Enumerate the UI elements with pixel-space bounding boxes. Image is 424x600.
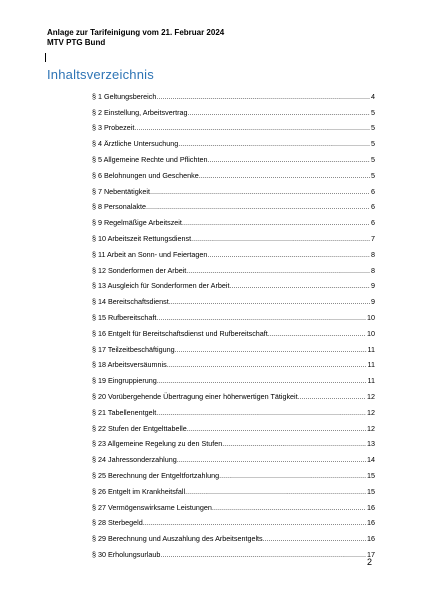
toc-dot-leader <box>157 376 367 385</box>
toc-entry[interactable] <box>92 512 375 528</box>
toc-dot-leader <box>182 218 370 227</box>
toc-entry-label: § 24 Jahressonderzahlung <box>92 455 177 465</box>
toc-dot-leader <box>177 455 366 464</box>
toc-entry-page: 12 <box>367 391 375 401</box>
toc-entry-label: § 18 Arbeitsversäumnis <box>92 360 167 370</box>
toc-entry-label: § 14 Bereitschaftsdienst <box>92 297 169 307</box>
toc-dot-leader <box>207 155 370 164</box>
toc-entry[interactable] <box>92 417 375 433</box>
toc-dot-leader <box>146 202 370 211</box>
toc-dot-leader <box>156 92 370 101</box>
toc-dot-leader <box>219 471 366 480</box>
document-header <box>47 28 224 48</box>
toc-entry-label: § 26 Entgelt im Krankheitsfall <box>92 486 186 496</box>
toc-entry-label: § 21 Tabellenentgelt <box>92 407 157 417</box>
toc-entry[interactable] <box>92 496 375 512</box>
toc-entry-page: 12 <box>367 407 375 417</box>
toc-entry[interactable] <box>92 259 375 275</box>
toc-entry-label: § 30 Erholungsurlaub <box>92 549 161 559</box>
toc-entry-page: 16 <box>367 502 375 512</box>
toc-entry-page: 5 <box>371 139 375 149</box>
toc-entry[interactable] <box>92 433 375 449</box>
toc-entry-label: § 23 Allgemeine Regelung zu den Stufen <box>92 439 223 449</box>
toc-dot-leader <box>175 345 367 354</box>
toc-entry-label: § 15 Rufbereitschaft <box>92 312 157 322</box>
toc-entry[interactable] <box>92 448 375 464</box>
toc-entry-label: § 9 Regelmäßige Arbeitszeit <box>92 218 182 228</box>
toc-entry-label: § 11 Arbeit an Sonn- und Feiertagen <box>92 249 208 259</box>
text-cursor <box>45 53 46 62</box>
toc-entry-page: 8 <box>371 265 375 275</box>
toc-dot-leader <box>268 329 366 338</box>
toc-entry-label: § 13 Ausgleich für Sonderformen der Arbeit <box>92 281 230 291</box>
toc-entry-page: 6 <box>371 202 375 212</box>
toc-dot-leader <box>156 408 366 417</box>
toc-dot-leader <box>263 534 366 543</box>
toc-list <box>92 85 375 559</box>
toc-entry-page: 6 <box>371 186 375 196</box>
toc-entry[interactable] <box>92 85 375 101</box>
toc-entry[interactable] <box>92 322 375 338</box>
toc-entry-label: § 6 Belohnungen und Geschenke <box>92 170 199 180</box>
toc-entry-page: 13 <box>367 439 375 449</box>
toc-entry-label: § 29 Berechnung und Auszahlung des Arbeitsentgelts <box>92 534 263 544</box>
toc-entry[interactable] <box>92 101 375 117</box>
toc-entry-page: 12 <box>367 423 375 433</box>
toc-entry[interactable] <box>92 148 375 164</box>
toc-dot-leader <box>167 360 367 369</box>
toc-entry-page: 5 <box>371 107 375 117</box>
toc-dot-leader <box>298 392 366 401</box>
toc-dot-leader <box>186 266 370 275</box>
toc-entry-label: § 7 Nebentätigkeit <box>92 186 150 196</box>
toc-entry[interactable] <box>92 227 375 243</box>
toc-entry-page: 5 <box>371 123 375 133</box>
toc-entry-page: 6 <box>371 218 375 228</box>
toc-entry[interactable] <box>92 180 375 196</box>
toc-dot-leader <box>134 123 370 132</box>
toc-entry-label: § 12 Sonderformen der Arbeit <box>92 265 187 275</box>
toc-entry[interactable] <box>92 527 375 543</box>
toc-entry[interactable] <box>92 196 375 212</box>
toc-entry-page: 14 <box>367 455 375 465</box>
toc-entry-page: 4 <box>371 91 375 101</box>
toc-entry[interactable] <box>92 354 375 370</box>
toc-entry[interactable] <box>92 132 375 148</box>
toc-entry[interactable] <box>92 164 375 180</box>
toc-entry[interactable] <box>92 401 375 417</box>
toc-entry[interactable] <box>92 211 375 227</box>
toc-dot-leader <box>143 518 366 527</box>
toc-dot-leader <box>191 234 370 243</box>
toc-entry-page: 11 <box>367 344 375 354</box>
toc-entry-page: 10 <box>367 328 375 338</box>
toc-entry[interactable] <box>92 369 375 385</box>
toc-entry-label: § 2 Einstellung, Arbeitsvertrag <box>92 107 188 117</box>
toc-entry-label: § 1 Geltungsbereich <box>92 91 157 101</box>
toc-entry[interactable] <box>92 290 375 306</box>
toc-entry[interactable] <box>92 338 375 354</box>
toc-entry[interactable] <box>92 117 375 133</box>
header-line-2: MTV PTG Bund <box>47 38 106 47</box>
toc-entry-label: § 28 Sterbegeld <box>92 518 143 528</box>
header-line-1: Anlage zur Tarifeinigung vom 21. Februar 2024 <box>47 28 225 37</box>
toc-dot-leader <box>229 281 370 290</box>
toc-dot-leader <box>156 313 366 322</box>
toc-entry-page: 11 <box>367 360 375 370</box>
toc-entry-page: 11 <box>367 376 375 386</box>
toc-entry-page: 9 <box>371 281 375 291</box>
toc-dot-leader <box>150 187 370 196</box>
toc-entry-page: 15 <box>367 486 375 496</box>
toc-entry[interactable] <box>92 464 375 480</box>
toc-entry-label: § 4 Ärztliche Untersuchung <box>92 139 179 149</box>
toc-entry[interactable] <box>92 480 375 496</box>
page-number: 2 <box>366 557 372 567</box>
toc-entry[interactable] <box>92 306 375 322</box>
toc-entry-page: 5 <box>371 170 375 180</box>
toc-entry-page: 9 <box>371 297 375 307</box>
toc-entry-label: § 3 Probezeit <box>92 123 135 133</box>
toc-dot-leader <box>199 171 370 180</box>
toc-entry-label: § 16 Entgelt für Bereitschaftsdienst und Rufbereitschaft <box>92 328 268 338</box>
toc-entry-page: 7 <box>371 233 375 243</box>
toc-entry[interactable] <box>92 275 375 291</box>
toc-entry-label: § 19 Eingruppierung <box>92 376 157 386</box>
toc-entry-label: § 5 Allgemeine Rechte und Pflichten <box>92 154 208 164</box>
toc-entry-page: 15 <box>367 470 375 480</box>
toc-dot-leader <box>169 297 370 306</box>
toc-entry-page: 10 <box>367 312 375 322</box>
toc-entry-page: 8 <box>371 249 375 259</box>
toc-entry-label: § 20 Vorübergehende Übertragung einer höherwertigen Tätigkeit <box>92 391 298 401</box>
toc-entry-label: § 25 Berechnung der Entgeltfortzahlung <box>92 470 220 480</box>
toc-entry-page: 5 <box>371 154 375 164</box>
toc-entry-page: 16 <box>367 518 375 528</box>
toc-dot-leader <box>178 139 370 148</box>
toc-dot-leader <box>188 108 371 117</box>
toc-dot-leader <box>222 439 366 448</box>
toc-entry-label: § 10 Arbeitszeit Rettungsdienst <box>92 233 192 243</box>
toc-entry-label: § 8 Personalakte <box>92 202 146 212</box>
toc-title: Inhaltsverzeichnis <box>47 67 154 82</box>
toc-entry-label: § 27 Vermögenswirksame Leistungen <box>92 502 212 512</box>
toc-entry-page: 16 <box>367 534 375 544</box>
toc-entry[interactable] <box>92 543 375 559</box>
toc-entry-page: 17 <box>367 549 375 559</box>
toc-dot-leader <box>185 487 366 496</box>
toc-entry[interactable] <box>92 385 375 401</box>
toc-entry[interactable] <box>92 243 375 259</box>
toc-dot-leader <box>207 250 370 259</box>
toc-dot-leader <box>160 550 366 559</box>
toc-dot-leader <box>212 503 366 512</box>
toc-entry-label: § 17 Teilzeitbeschäftigung <box>92 344 175 354</box>
toc-entry-label: § 22 Stufen der Entgelttabelle <box>92 423 187 433</box>
toc-dot-leader <box>187 424 366 433</box>
